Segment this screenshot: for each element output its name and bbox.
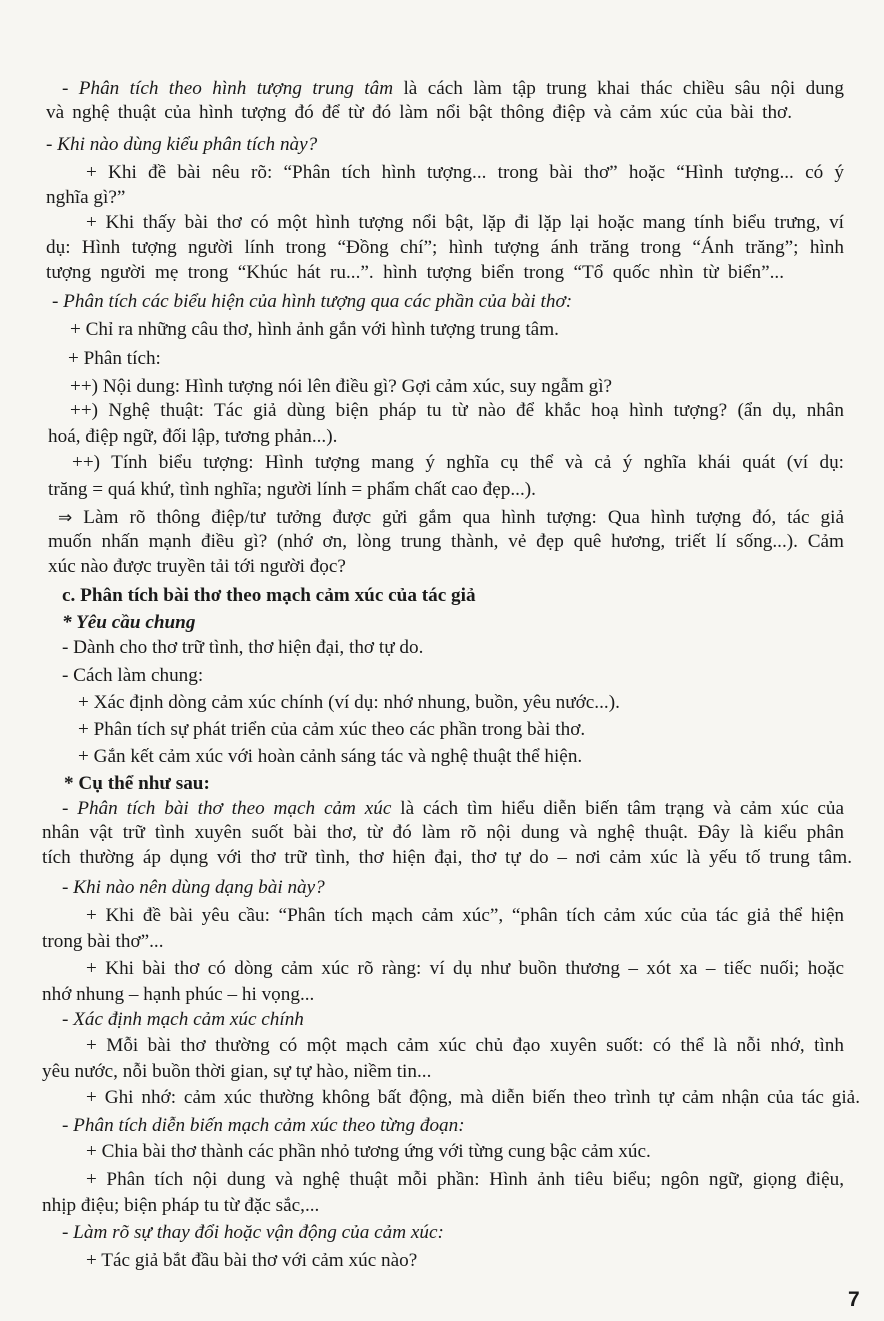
italic-term: - Phân tích bài thơ theo mạch cảm xúc [62,798,392,819]
paragraph-line: + Khi bài thơ có dòng cảm xúc rõ ràng: ví dụ như buồn thương – xót xa – tiếc nuối; hoặc [86,958,844,979]
paragraph-line [62,77,844,101]
paragraph-line: + Mỗi bài thơ thường có một mạch cảm xúc chủ đạo xuyên suốt: có thể là nỗi nhớ, tình [86,1035,844,1056]
paragraph-line: + Chia bài thơ thành các phần nhỏ tương ứng với từng cung bậc cảm xúc. [86,1141,651,1162]
subheading: - Làm rõ sự thay đổi hoặc vận động của cảm xúc: [62,1222,444,1243]
paragraph-line: + Chỉ ra những câu thơ, hình ảnh gắn với hình tượng trung tâm. [70,319,559,340]
paragraph-line: và nghệ thuật của hình tượng đó để từ đó làm nổi bật thông điệp và cảm xúc của bài thơ. [46,102,792,123]
subheading: - Phân tích các biểu hiện của hình tượng qua các phần của bài thơ: [52,291,573,312]
paragraph-line: - Cách làm chung: [62,665,204,686]
paragraph-line: nhịp điệu; biện pháp tu từ đặc sắc,... [42,1195,320,1216]
paragraph-line: + Tác giả bắt đầu bài thơ với cảm xúc nào? [86,1250,418,1271]
subheading: - Khi nào nên dùng dạng bài này? [62,877,325,898]
text-span: Làm rõ thông điệp/tư tưởng được gửi gắm qua hình tượng: Qua hình tượng đó, tác giả [72,507,844,528]
text-span: là cách tìm hiểu diễn biến tâm trạng và cảm xúc của [391,798,844,819]
paragraph-line: xúc nào được truyền tải tới người đọc? [48,556,346,577]
paragraph-line: + Gắn kết cảm xúc với hoàn cảnh sáng tác và nghệ thuật thể hiện. [78,746,583,767]
subsection-heading: * Cụ thể như sau: [64,773,210,794]
italic-term: - Phân tích theo hình tượng trung tâm [62,78,394,99]
paragraph-line: nhớ nhung – hạnh phúc – hi vọng... [42,984,315,1005]
paragraph-line: + Ghi nhớ: cảm xúc thường không bất động, mà diễn biến theo trình tự cảm nhận của tác giả. [86,1087,860,1108]
text-span: là cách làm tập trung khai thác chiều sâu nội dung [393,78,844,99]
paragraph-line: + Phân tích nội dung và nghệ thuật mỗi phần: Hình ảnh tiêu biểu; ngôn ngữ, giọng điệu, [86,1169,844,1190]
paragraph-line: + Khi đề bài yêu cầu: “Phân tích mạch cảm xúc”, “phân tích cảm xúc của tác giả thể hiện [86,905,844,926]
paragraph-line: hoá, điệp ngữ, đối lập, tương phản...). [48,426,338,447]
paragraph-line: nghĩa gì?” [46,187,126,208]
paragraph-line: dụ: Hình tượng người lính trong “Đồng chí”; hình tượng ánh trăng trong “Ánh trăng”; hình [46,237,844,258]
section-heading: c. Phân tích bài thơ theo mạch cảm xúc của tác giả [62,585,476,606]
paragraph-line: - Dành cho thơ trữ tình, thơ hiện đại, thơ tự do. [62,637,424,658]
paragraph-line: + Khi đề bài nêu rõ: “Phân tích hình tượng... trong bài thơ” hoặc “Hình tượng... có ý [86,162,844,183]
subsection-heading: * Yêu cầu chung [62,612,196,633]
paragraph-line: + Phân tích sự phát triển của cảm xúc theo các phần trong bài thơ. [78,719,586,740]
paragraph-line: + Xác định dòng cảm xúc chính (ví dụ: nhớ nhung, buồn, yêu nước...). [78,692,620,713]
paragraph-line [58,506,844,530]
paragraph-line: muốn nhấn mạnh điều gì? (nhớ ơn, lòng trung thành, vẻ đẹp quê hương, triết lí sống...). Cảm [48,531,844,552]
double-arrow-icon: ⇒ [58,508,73,528]
subheading: - Xác định mạch cảm xúc chính [62,1009,304,1030]
paragraph-line: ++) Tính biểu tượng: Hình tượng mang ý nghĩa cụ thể và cả ý nghĩa khái quát (ví dụ: [72,452,844,473]
paragraph-line: tích thường áp dụng với thơ trữ tình, thơ hiện đại, thơ tự do – nơi cảm xúc là yếu tố trung tâm. [42,847,852,868]
paragraph-line: ++) Nghệ thuật: Tác giả dùng biện pháp tu từ nào để khắc hoạ hình tượng? (ẩn dụ, nhân [70,400,844,421]
subheading: - Khi nào dùng kiểu phân tích này? [46,134,318,155]
paragraph-line: trong bài thơ”... [42,931,164,952]
paragraph-line: yêu nước, nỗi buồn thời gian, sự tự hào, niềm tin... [42,1061,432,1082]
page-number: 7 [848,1288,860,1311]
paragraph-line: + Phân tích: [68,348,161,369]
paragraph-line: tượng người mẹ trong “Khúc hát ru...”. hình tượng biển trong “Tổ quốc nhìn từ biển”... [46,262,784,283]
paragraph-line: trăng = quá khứ, tình nghĩa; người lính = phẩm chất cao đẹp...). [48,479,536,500]
paragraph-line: + Khi thấy bài thơ có một hình tượng nổi bật, lặp đi lặp lại hoặc mang tính biểu trưng, ví [86,212,844,233]
subheading: - Phân tích diễn biến mạch cảm xúc theo từng đoạn: [62,1115,465,1136]
paragraph-line [62,797,844,821]
paragraph-line: ++) Nội dung: Hình tượng nói lên điều gì? Gợi cảm xúc, suy ngẫm gì? [70,376,613,397]
paragraph-line: nhân vật trữ tình xuyên suốt bài thơ, từ đó làm rõ nội dung và nghệ thuật. Đây là kiểu phân [42,822,844,843]
